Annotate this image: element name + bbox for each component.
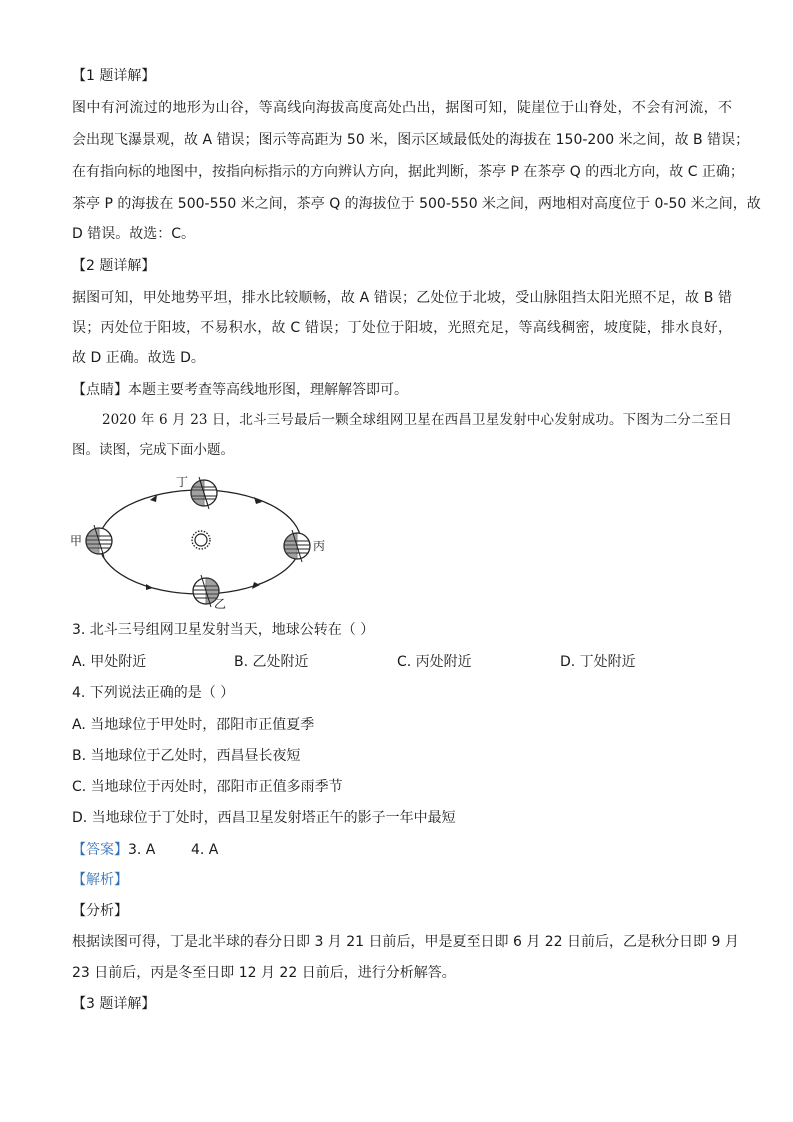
- question-4-stem: 4. 下列说法正确的是（ ）: [72, 685, 235, 701]
- question-3-stem: 3. 北斗三号组网卫星发射当天，地球公转在（ ）: [72, 622, 375, 638]
- orbit-arrow-lower-left: [146, 584, 153, 590]
- q1-detail-line-3: 在有指向标的地图中，按指向标指示的方向辨认方向，据此判断，茶亭 P 在茶亭 Q 的西北方向，故 C 正确；: [72, 164, 744, 180]
- intro-line-2: 图。读图，完成下面小题。: [72, 442, 234, 458]
- orbit-diagram: [64, 466, 364, 614]
- label-ding: 丁: [176, 475, 189, 489]
- analysis-label: 【解析】: [72, 872, 128, 888]
- q2-detail-line-1: 据图可知，甲处地势平坦，排水比较顺畅，故 A 错误；乙处位于北坡，受山脉阻挡太阳光照不足，故 B 错: [72, 290, 732, 306]
- answer-label: 【答案】: [72, 842, 128, 858]
- q1-detail-line-5: D 错误。故选：C。: [72, 226, 196, 242]
- q2-detail-header: 【2 题详解】: [72, 258, 156, 274]
- q1-detail-line-2: 会出现飞瀑景观，故 A 错误；图示等高距为 50 米，图示区域最低处的海拔在 150-200 米之间，故 B 错误；: [72, 132, 750, 148]
- q2-detail-line-3: 故 D 正确。故选 D。: [72, 350, 205, 366]
- label-yi: 乙: [214, 597, 227, 611]
- question-3-option-a: A. 甲处附近: [72, 654, 147, 670]
- q3-detail-header: 【3 题详解】: [72, 996, 156, 1012]
- globe-right-icon: [284, 530, 310, 562]
- answer-values: 3. A 4. A: [128, 842, 219, 858]
- orbit-arrow-lower-right: [252, 582, 260, 589]
- answer-row: [72, 840, 732, 860]
- q1-detail-header: 【1 题详解】: [72, 68, 156, 84]
- fenxi-header: 【分析】: [72, 903, 128, 919]
- label-bing: 丙: [313, 539, 326, 553]
- point-note: 【点睛】本题主要考查等高线地形图，理解解答即可。: [72, 382, 408, 398]
- question-4-option-a: A. 当地球位于甲处时，邵阳市正值夏季: [72, 717, 315, 733]
- question-3-option-d: D. 丁处附近: [560, 654, 636, 670]
- question-3-option-c: C. 丙处附近: [397, 654, 472, 670]
- q2-detail-line-2: 误；丙处位于阳坡，不易积水，故 C 错误；丁处位于阳坡，光照充足，等高线稠密，坡度陡，排水良好，: [72, 320, 732, 336]
- question-4-option-d: D. 当地球位于丁处时，西昌卫星发射塔正午的影子一年中最短: [72, 810, 456, 826]
- fenxi-line-2: 23 日前后，丙是冬至日即 12 月 22 日前后，进行分析解答。: [72, 965, 456, 981]
- globe-left-icon: [86, 525, 112, 557]
- q1-detail-line-4: 茶亭 P 的海拔在 500-550 米之间，茶亭 Q 的海拔位于 500-550 米之间，两地相对高度位于 0-50 米之间，故: [72, 196, 761, 212]
- q1-detail-line-1: 图中有河流过的地形为山谷，等高线向海拔高度高处凸出，据图可知，陡崖位于山脊处，不会有河流，不: [72, 100, 732, 116]
- globe-top-icon: [191, 474, 217, 512]
- sun-icon: [192, 531, 210, 549]
- label-jia: 甲: [70, 534, 83, 548]
- question-4-option-b: B. 当地球位于乙处时，西昌昼长夜短: [72, 748, 301, 764]
- question-4-option-c: C. 当地球位于丙处时，邵阳市正值多雨季节: [72, 779, 343, 795]
- fenxi-line-1: 根据读图可得，丁是北半球的春分日即 3 月 21 日前后，甲是夏至日即 6 月 22 日前后，乙是秋分日即 9 月: [72, 934, 739, 950]
- question-3-option-b: B. 乙处附近: [234, 654, 309, 670]
- intro-line-1: 2020 年 6 月 23 日，北斗三号最后一颗全球组网卫星在西昌卫星发射中心发射成功。下图为二分二至日: [102, 412, 732, 428]
